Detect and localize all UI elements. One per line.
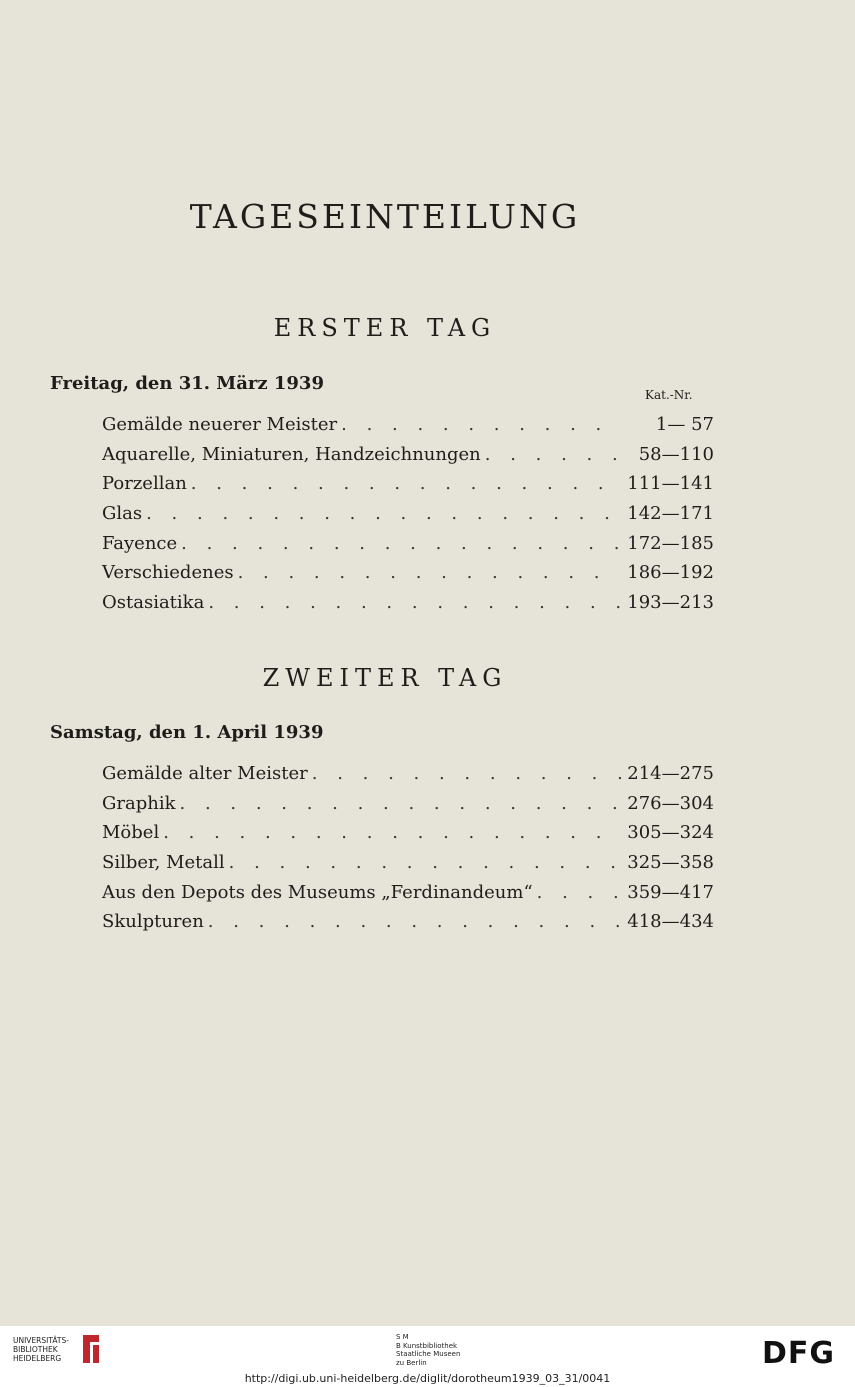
list-item <box>102 533 714 563</box>
catalog-number-header: Kat.-Nr. <box>645 388 693 402</box>
library-logo-icon <box>80 1333 102 1365</box>
item-label: Silber, Metall <box>102 852 225 874</box>
list-item <box>102 562 714 592</box>
leader-dots <box>485 444 622 465</box>
day2-schedule-list <box>102 763 714 941</box>
item-label: Skulpturen <box>102 911 204 933</box>
leader-dots <box>341 414 622 435</box>
source-url-link[interactable]: http://digi.ub.uni-heidelberg.de/diglit/dorotheum1939_03_31/0041 <box>244 1372 611 1385</box>
list-item <box>102 852 714 882</box>
day1-schedule-list <box>102 414 714 622</box>
item-label: Fayence <box>102 532 178 554</box>
item-label: Gemälde alter Meister <box>102 763 308 784</box>
leader-dots <box>208 911 621 932</box>
day1-date: Freitag, den 31. März 1939 <box>50 373 324 394</box>
list-item <box>102 763 714 793</box>
item-range: 359—417 <box>627 881 714 903</box>
item-label: Aus den Depots des Museums „Ferdinandeum“ <box>102 881 533 903</box>
list-item <box>102 473 714 503</box>
item-label: Graphik <box>102 792 176 814</box>
list-item <box>102 822 714 852</box>
leader-dots <box>163 822 621 843</box>
list-item <box>102 793 714 823</box>
item-range: 58—110 <box>638 443 714 465</box>
list-item <box>102 444 714 474</box>
item-label: Ostasiatika <box>102 592 205 614</box>
item-range: 142—171 <box>627 503 714 525</box>
item-range: 305—324 <box>627 822 714 844</box>
item-label: Aquarelle, Miniaturen, Handzeichnungen <box>102 443 481 465</box>
library-name: UNIVERSITÄTS- BIBLIOTHEK HEIDELBERG <box>13 1336 69 1363</box>
item-range: 418—434 <box>627 911 714 933</box>
item-range: 325—358 <box>627 852 714 874</box>
leader-dots <box>181 533 621 554</box>
item-label: Verschiedenes <box>102 562 234 584</box>
leader-dots <box>146 503 621 524</box>
item-label: Porzellan <box>102 473 187 495</box>
item-range: 276—304 <box>627 792 714 814</box>
list-item <box>102 503 714 533</box>
leader-dots <box>208 592 621 613</box>
item-range: 214—275 <box>627 763 714 784</box>
leader-dots <box>180 793 622 814</box>
item-range: 1— 57 <box>655 414 714 435</box>
item-label: Gemälde neuerer Meister <box>102 414 338 435</box>
leader-dots <box>229 852 622 873</box>
item-range: 172—185 <box>627 532 714 554</box>
leader-dots <box>191 473 621 494</box>
leader-dots <box>312 763 622 784</box>
list-item <box>102 882 714 912</box>
smb-logo-text: S M B Kunstbibliothek Staatliche Museen zu Berlin <box>396 1333 461 1367</box>
day2-heading: ZWEITER TAG <box>262 664 508 692</box>
list-item <box>102 592 714 622</box>
item-label: Glas <box>102 503 143 525</box>
leader-dots <box>238 562 622 583</box>
digitization-footer <box>0 1326 855 1387</box>
item-range: 193—213 <box>627 592 714 614</box>
page-title: TAGESEINTEILUNG <box>189 197 581 236</box>
item-label: Möbel <box>102 822 160 844</box>
dfg-logo: DFG <box>762 1336 836 1371</box>
day1-heading: ERSTER TAG <box>273 314 497 342</box>
item-range: 186—192 <box>627 562 714 584</box>
list-item <box>102 911 714 941</box>
leader-dots <box>537 882 622 903</box>
day2-date: Samstag, den 1. April 1939 <box>50 722 324 743</box>
list-item <box>102 414 714 444</box>
item-range: 111—141 <box>627 473 714 495</box>
